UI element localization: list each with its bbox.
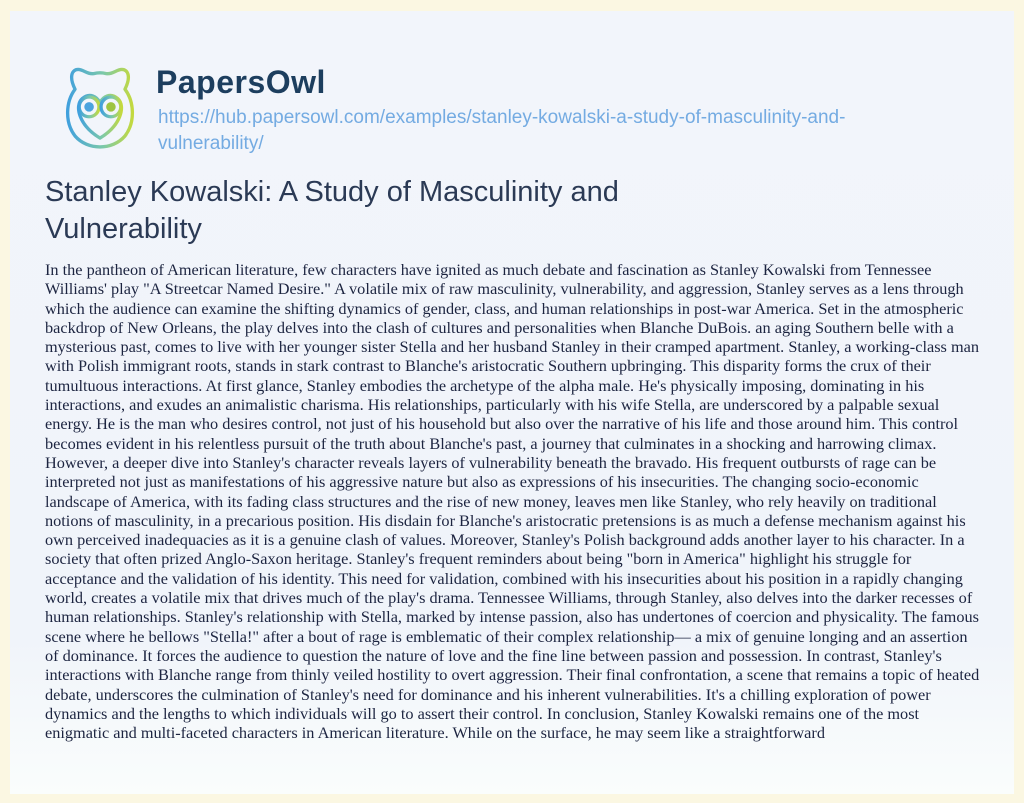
brand-title: PapersOwl xyxy=(156,64,326,100)
owl-left-eye xyxy=(84,102,94,112)
owl-logo-icon xyxy=(48,57,152,163)
source-url-link[interactable]: https://hub.papersowl.com/examples/stanley-kowalski-a-study-of-masculinity-and-vulnerability/ xyxy=(158,107,846,154)
article-body: In the pantheon of American literature, few characters have ignited as much debate and fascination as Stanley Kowalski from Tennessee Williams' play "A Streetcar Named Desire." A volatile mix of raw masculinity, vulnerability, and aggression, Stanley serves as a lens through which the audience can examine the shifting dynamics of gender, class, and human relationships in post-war America. Set in the atmospheric backdrop of New Orleans, the play delves into the clash of cultures and personalities when Blanche DuBois. an aging Southern belle with a mysterious past, comes to live with her younger sister Stella and her husband Stanley in their cramped apartment. Stanley, a working-class man with Polish immigrant roots, stands in stark contrast to Blanche's aristocratic Southern upbringing. This disparity forms the crux of their tumultuous interactions. At first glance, Stanley embodies the archetype of the alpha male. He's physically imposing, dominating in his interactions, and exudes an animalistic charisma. His relationships, particularly with his wife Stella, are underscored by a palpable sexual energy. He is the man who desires control, not just of his household but also over the narrative of his life and those around him. This control becomes evident in his relentless pursuit of the truth about Blanche's past, a journey that culminates in a shocking and harrowing climax. However, a deeper dive into Stanley's character reveals layers of vulnerability beneath the bravado. His frequent outbursts of rage can be interpreted not just as manifestations of his aggressive nature but also as expressions of his insecurities. The changing socio-economic landscape of America, with its fading class structures and the rise of new money, leaves men like Stanley, who rely heavily on traditional notions of masculinity, in a precarious position. His disdain for Blanche's aristocratic pretensions is as much a defense mechanism against his own perceived inadequacies as it is a genuine clash of values. Moreover, Stanley's Polish background adds another layer to his character. In a society that often prized Anglo-Saxon heritage. Stanley's frequent reminders about being "born in America" highlight his struggle for acceptance and the validation of his identity. This need for validation, combined with his insecurities about his position in a rapidly changing world, creates a volatile mix that drives much of the play's drama. Tennessee Williams, through Stanley, also delves into the darker recesses of human relationships. Stanley's relationship with Stella, marked by intense passion, also has undertones of coercion and physicality. The famous scene where he bellows "Stella!" after a bout of rage is emblematic of their complex relationship— a mix of genuine longing and an assertion of dominance. It forces the audience to question the nature of love and the fine line between passion and possession. In contrast, Stanley's interactions with Blanche range from thinly veiled hostility to overt aggression. Their final confrontation, a scene that remains a topic of heated debate, underscores the culmination of Stanley's need for dominance and his inherent vulnerabilities. It's a chilling exploration of power dynamics and the lengths to which individuals will go to assert their control. In conclusion, Stanley Kowalski remains one of the most enigmatic and multi-faceted characters in American literature. While on the surface, he may seem like a straightforward xyxy=(45,260,980,743)
owl-right-eye xyxy=(106,102,116,112)
content-panel xyxy=(10,11,1014,794)
article-title: Stanley Kowalski: A Study of Masculinity and Vulnerability xyxy=(45,176,619,245)
